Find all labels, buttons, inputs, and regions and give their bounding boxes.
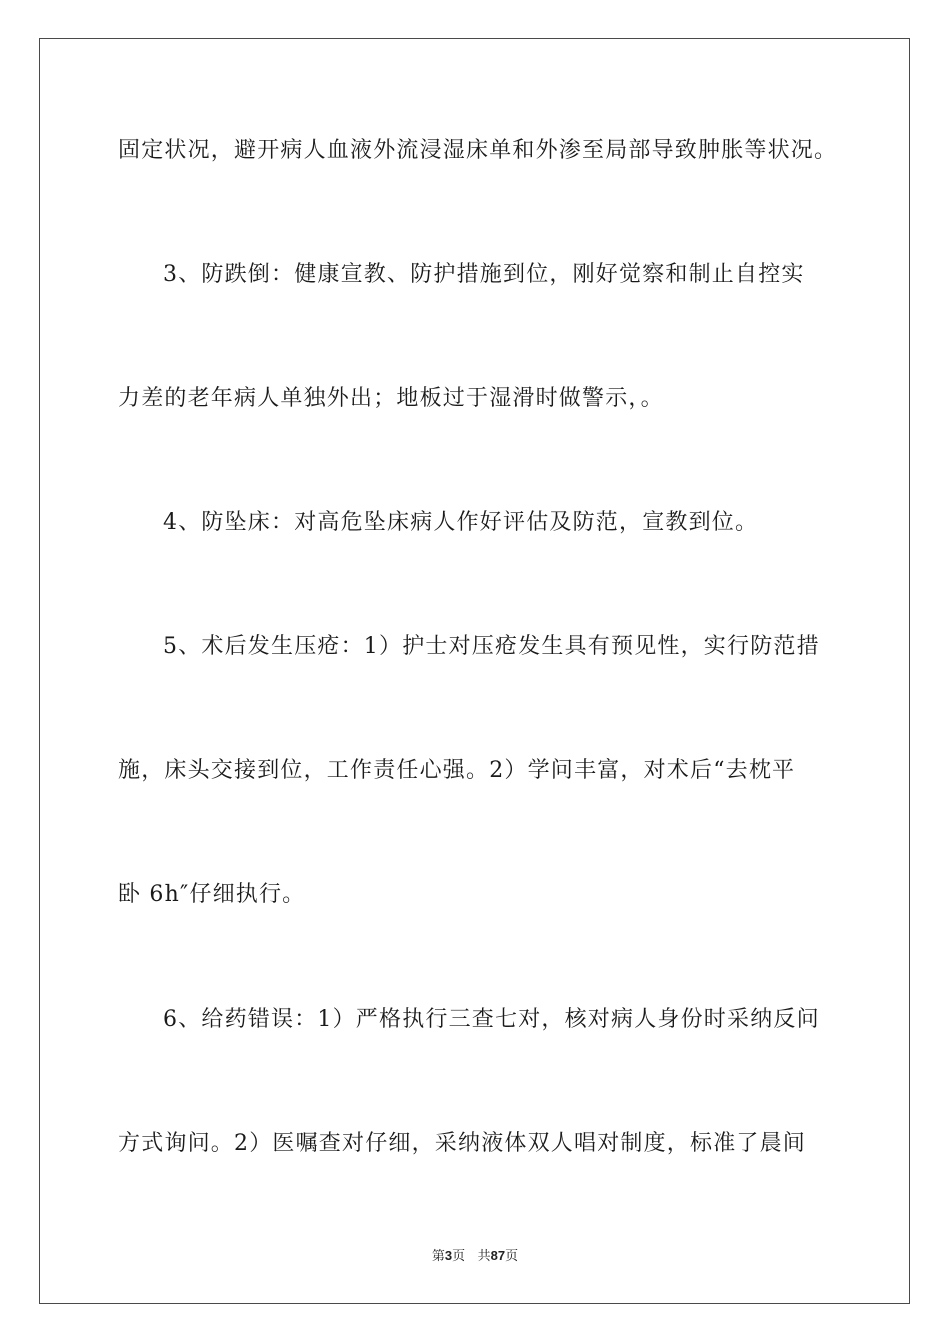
body-text-line-3: 力差的老年病人单独外出；地板过于湿滑时做警示，。 [118, 386, 664, 411]
footer-total-suffix: 页 [505, 1249, 519, 1264]
footer-page-prefix: 第 [431, 1249, 445, 1264]
body-text-line-2: 3、防跌倒：健康宣教、防护措施到位，刚好觉察和制止自控实 [163, 262, 805, 287]
body-text-line-4: 4、防坠床：对高危坠床病人作好评估及防范，宣教到位。 [163, 510, 759, 535]
footer-total-pages: 87 [490, 1248, 506, 1263]
body-text-line-9: 方式询问。2）医嘱查对仔细，采纳液体双人唱对制度，标准了晨间 [118, 1131, 806, 1156]
footer-page-number: 3 [444, 1248, 453, 1263]
page-border [39, 38, 910, 1304]
body-text-line-1: 固定状况，避开病人血液外流浸湿床单和外渗至局部导致肿胀等状况。 [118, 138, 838, 163]
body-text-line-6: 施，床头交接到位，工作责任心强。2）学问丰富，对术后“去枕平 [118, 758, 796, 783]
body-text-line-8: 6、给药错误：1）严格执行三查七对，核对病人身份时采纳反问 [163, 1007, 820, 1032]
page-footer [0, 1248, 950, 1265]
footer-page-suffix: 页 [452, 1249, 466, 1264]
footer-total-prefix: 共 [477, 1249, 491, 1264]
body-text-line-7: 卧 6h″仔细执行。 [118, 882, 306, 907]
body-text-line-5: 5、术后发生压疮：1）护士对压疮发生具有预见性，实行防范措 [163, 634, 820, 659]
